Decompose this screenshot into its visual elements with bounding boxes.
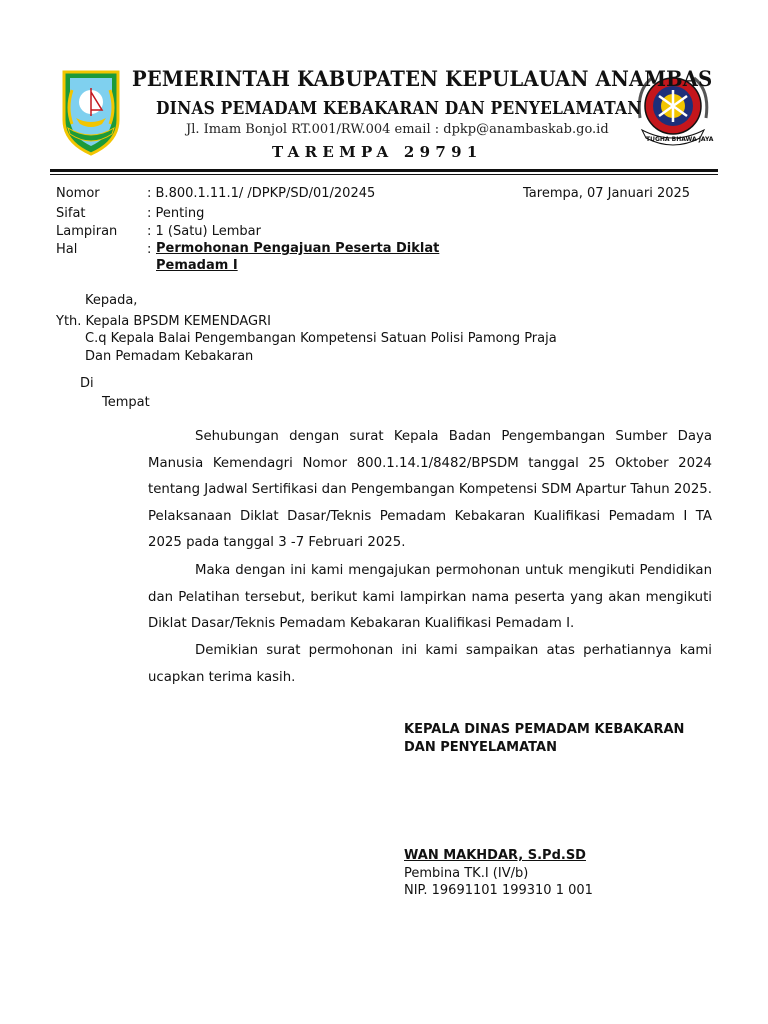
sifat-label: Sifat (56, 206, 86, 221)
body-paragraph-1: Sehubungan dengan surat Kepala Badan Pengembangan Sumber Daya Manusia Kemendagri Nomor 800.1.14.1/8482/BPSDM tanggal 25 Oktober 2024 tentang Jadwal Sertifikasi dan Pengembangan Kompetensi SDM Apartur Tahun 2025. Pelaksanaan Diklat Dasar/Teknis Pemadam Kebakaran Kualifikasi Pemadam I TA 2025 pada tanggal 3 -7 Februari 2025. (148, 429, 712, 550)
body-paragraph-2: Maka dengan ini kami mengajukan permohonan untuk mengikuti Pendidikan dan Pelatihan tersebut, berikut kami lampirkan nama peserta yang akan mengikuti Diklat Dasar/Teknis Pemadam Kebakaran Kualifikasi Pemadam I. (148, 563, 712, 631)
letterhead-divider-thick (50, 169, 718, 172)
body-paragraph-3: Demikian surat permohonan ini kami sampaikan atas perhatiannya kami ucapkan terima kasih. (148, 643, 712, 685)
hal-colon: : (147, 242, 152, 257)
agency-city-postal: TAREMPA 29791 (272, 143, 483, 161)
nomor-label: Nomor (56, 186, 100, 201)
recipient-yth: Yth. Kepala BPSDM KEMENDAGRI (56, 314, 271, 329)
nomor-value: : B.800.1.11.1/ /DPKP/SD/01/20245 (147, 186, 376, 201)
letter-date: Tarempa, 07 Januari 2025 (523, 186, 691, 201)
signatory-title-2: DAN PENYELAMATAN (404, 740, 557, 755)
regency-emblem-logo (58, 68, 124, 158)
signatory-name: WAN MAKHDAR, S.Pd.SD (404, 848, 586, 863)
hal-subject-text-2: Pemadam I (156, 258, 238, 273)
agency-government-name: PEMERINTAH KABUPATEN KEPULAUAN ANAMBAS (132, 66, 713, 92)
hal-subject-line1 (156, 241, 439, 256)
recipient-tempat: Tempat (102, 395, 150, 410)
recipient-di: Di (80, 376, 94, 391)
signatory-nip: NIP. 19691101 199310 1 001 (404, 883, 593, 898)
recipient-cq: C.q Kepala Balai Pengembangan Kompetensi Satuan Polisi Pamong Praja (85, 331, 557, 346)
salutation-kepada: Kepada, (85, 293, 138, 308)
signatory-rank: Pembina TK.I (IV/b) (404, 866, 529, 881)
recipient-dan: Dan Pemadam Kebakaran (85, 349, 254, 364)
signatory-title-1: KEPALA DINAS PEMADAM KEBAKARAN (404, 722, 685, 737)
hal-label: Hal (56, 242, 78, 257)
agency-address: Jl. Imam Bonjol RT.001/RW.004 email : dpkp@anambaskab.go.id (186, 122, 609, 137)
hal-subject-line2 (156, 258, 238, 273)
agency-department-name: DINAS PEMADAM KEBAKARAN DAN PENYELAMATAN (156, 97, 642, 119)
lampiran-label: Lampiran (56, 224, 118, 239)
sifat-value: : Penting (147, 206, 205, 221)
hal-subject-text-1: Permohonan Pengajuan Peserta Diklat (156, 241, 440, 256)
right-logo-motto: TUGHA BHAWA JAYA (646, 136, 714, 143)
letterhead-divider-thin (50, 174, 718, 175)
lampiran-value: : 1 (Satu) Lembar (147, 224, 261, 239)
